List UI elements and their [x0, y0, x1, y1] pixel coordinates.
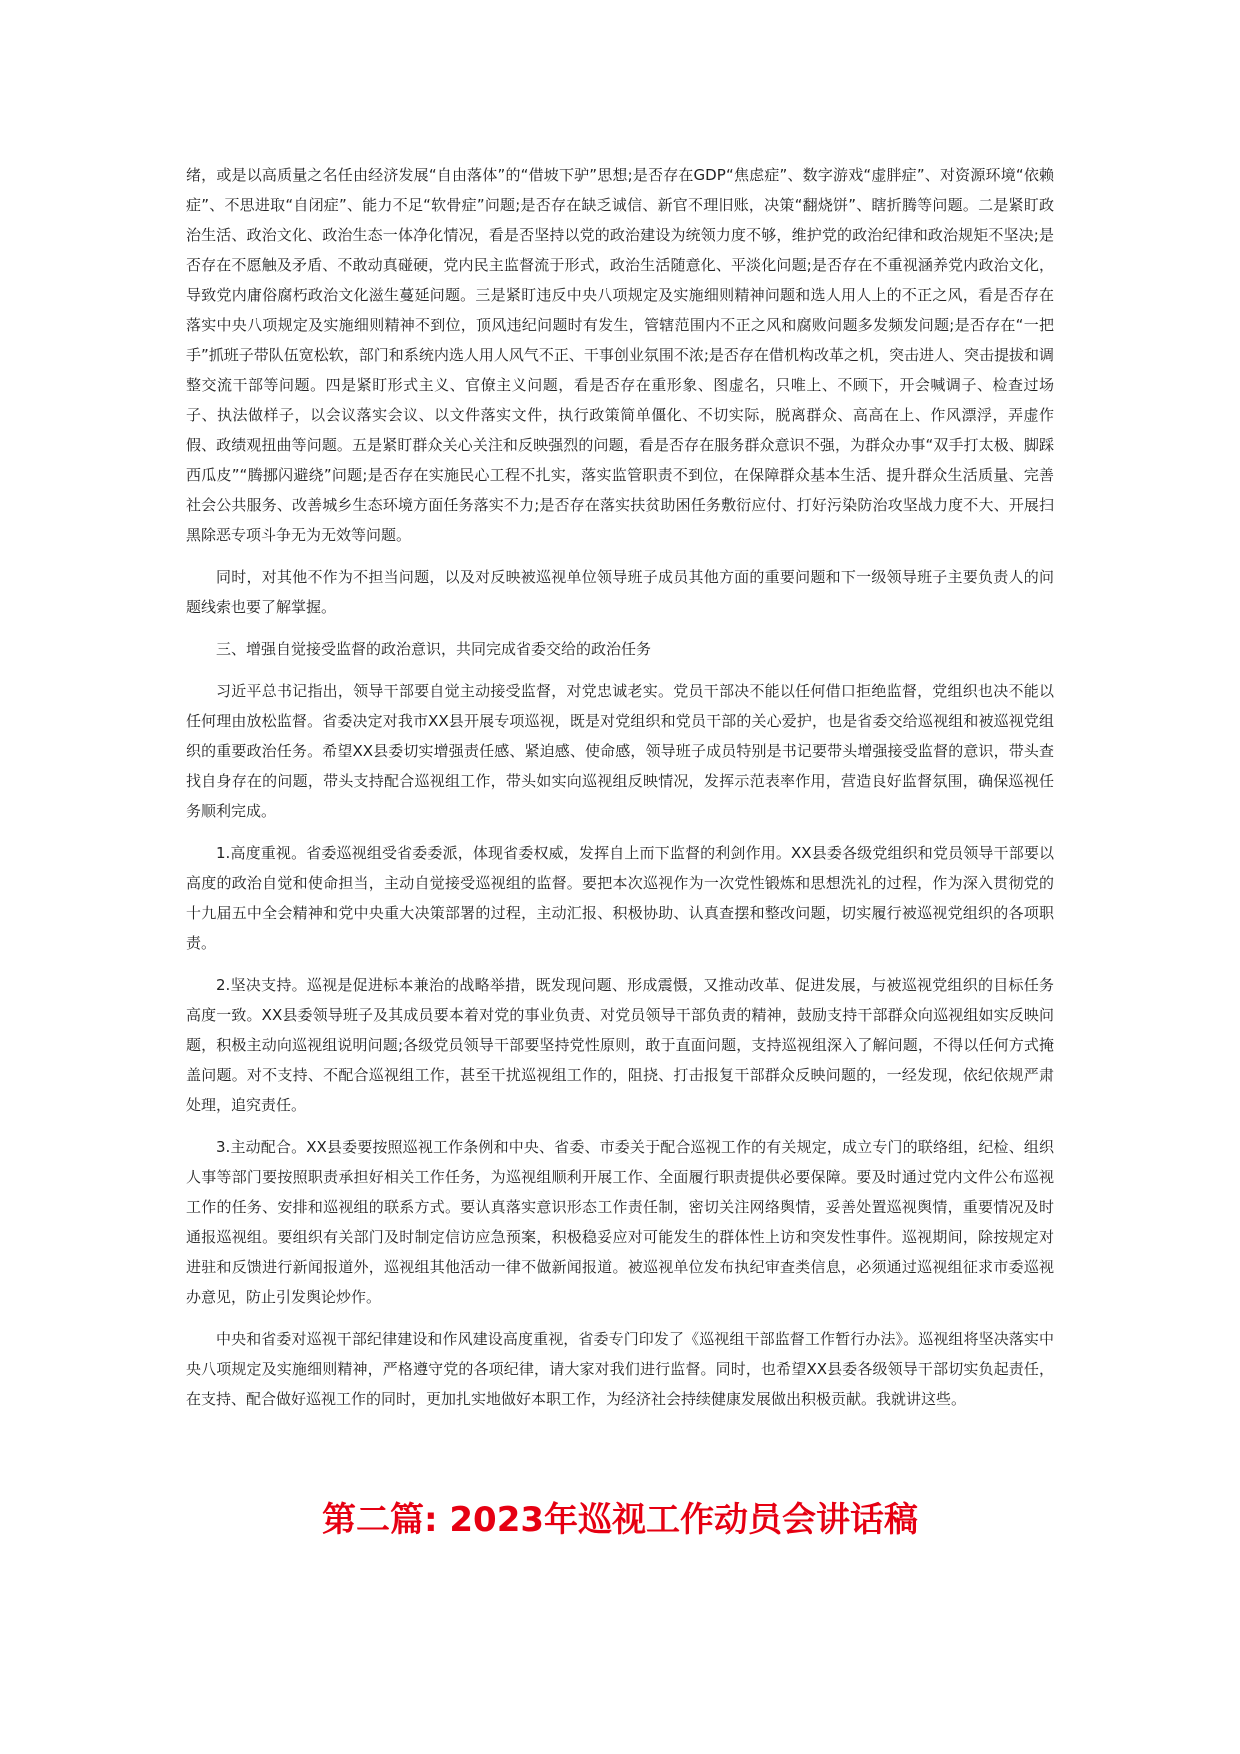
paragraph-point-3: 3.主动配合。XX县委要按照巡视工作条例和中央、省委、市委关于配合巡视工作的有关规定，成立专门的联络组，纪检、组织人事等部门要按照职责承担好相关工作任务，为巡视组顺利开展工作、全面履行职责提供必要保障。要及时通过党内文件公布巡视工作的任务、安排和巡视组的联系方式。要认真落实意识形态工作责任制，密切关注网络舆情，妥善处置巡视舆情，重要情况及时通报巡视组。要组织有关部门及时制定信访应急预案，积极稳妥应对可能发生的群体性上访和突发性事件。巡视期间，除按规定对进驻和反馈进行新闻报道外，巡视组其他活动一律不做新闻报道。被巡视单位发布执纪审查类信息，必须通过巡视组征求市委巡视办意见，防止引发舆论炒作。 [186, 1138, 1054, 1306]
section-heading-three: 三、增强自觉接受监督的政治意识，共同完成省委交给的政治任务 [216, 640, 652, 658]
paragraph-closing: 中央和省委对巡视干部纪律建设和作风建设高度重视，省委专门印发了《巡视组干部监督工作暂行办法》。巡视组将坚决落实中央八项规定及实施细则精神，严格遵守党的各项纪律，请大家对我们进行监督。同时，也希望XX县委各级领导干部切实负起责任，在支持、配合做好巡视工作的同时，更加扎实地做好本职工作，为经济社会持续健康发展做出积极贡献。我就讲这些。 [186, 1330, 1054, 1408]
chapter-two-heading: 第二篇: 2023年巡视工作动员会讲话稿 [321, 1500, 919, 1540]
paragraph-point-1: 1.高度重视。省委巡视组受省委委派，体现省委权威，发挥自上而下监督的利剑作用。XX县委各级党组织和党员领导干部要以高度的政治自觉和使命担当，主动自觉接受巡视组的监督。要把本次巡视作为一次党性锻炼和思想洗礼的过程，作为深入贯彻党的十九届五中全会精神和党中央重大决策部署的过程，主动汇报、积极协助、认真查摆和整改问题，切实履行被巡视党组织的各项职责。 [186, 844, 1054, 952]
document-body [186, 160, 1054, 1426]
paragraph-point-2: 2.坚决支持。巡视是促进标本兼治的战略举措，既发现问题、形成震慑，又推动改革、促进发展，与被巡视党组织的目标任务高度一致。XX县委领导班子及其成员要本着对党的事业负责、对党员领导干部负责的精神，鼓励支持干部群众向巡视组如实反映问题，积极主动向巡视组说明问题;各级党员领导干部要坚持党性原则，敢于直面问题，支持巡视组深入了解问题，不得以任何方式掩盖问题。对不支持、不配合巡视组工作，甚至干扰巡视组工作的，阻挠、打击报复干部群众反映问题的，一经发现，依纪依规严肃处理，追究责任。 [186, 976, 1054, 1114]
paragraph-other-issues: 同时，对其他不作为不担当问题，以及对反映被巡视单位领导班子成员其他方面的重要问题和下一级领导班子主要负责人的问题线索也要了解掌握。 [186, 568, 1054, 616]
paragraph-accept-supervision: 习近平总书记指出，领导干部要自觉主动接受监督，对党忠诚老实。党员干部决不能以任何借口拒绝监督，党组织也决不能以任何理由放松监督。省委决定对我市XX县开展专项巡视，既是对党组织和党员干部的关心爱护，也是省委交给巡视组和被巡视党组织的重要政治任务。希望XX县委切实增强责任感、紧迫感、使命感，领导班子成员特别是书记要带头增强接受监督的意识，带头查找自身存在的问题，带头支持配合巡视组工作，带头如实向巡视组反映情况，发挥示范表率作用，营造良好监督氛围，确保巡视任务顺利完成。 [186, 682, 1054, 820]
paragraph-continuation: 绪，或是以高质量之名任由经济发展“自由落体”的“借坡下驴”思想;是否存在GDP“焦虑症”、数字游戏“虚胖症”、对资源环境“依赖症”、不思进取“自闭症”、能力不足“软骨症”问题;是否存在缺乏诚信、新官不理旧账，决策“翻烧饼”、瞎折腾等问题。二是紧盯政治生活、政治文化、政治生态一体净化情况，看是否坚持以党的政治建设为统领力度不够，维护党的政治纪律和政治规矩不坚决;是否存在不愿触及矛盾、不敢动真碰硬，党内民主监督流于形式，政治生活随意化、平淡化问题;是否存在不重视涵养党内政治文化，导致党内庸俗腐朽政治文化滋生蔓延问题。三是紧盯违反中央八项规定及实施细则精神问题和选人用人上的不正之风，看是否存在落实中央八项规定及实施细则精神不到位，顶风违纪问题时有发生，管辖范围内不正之风和腐败问题多发频发问题;是否存在“一把手”抓班子带队伍宽松软，部门和系统内选人用人风气不正、干事创业氛围不浓;是否存在借机构改革之机，突击进人、突击提拔和调整交流干部等问题。四是紧盯形式主义、官僚主义问题，看是否存在重形象、图虚名，只唯上、不顾下，开会喊调子、检查过场子、执法做样子，以会议落实会议、以文件落实文件，执行政策简单僵化、不切实际，脱离群众、高高在上、作风漂浮，弄虚作假、政绩观扭曲等问题。五是紧盯群众关心关注和反映强烈的问题，看是否存在服务群众意识不强，为群众办事“双手打太极、脚踩西瓜皮”“腾挪闪避绕”问题;是否存在实施民心工程不扎实，落实监管职责不到位，在保障群众基本生活、提升群众生活质量、完善社会公共服务、改善城乡生态环境方面任务落实不力;是否存在落实扶贫助困任务敷衍应付、打好污染防治攻坚战力度不大、开展扫黑除恶专项斗争无为无效等问题。 [186, 166, 1054, 544]
